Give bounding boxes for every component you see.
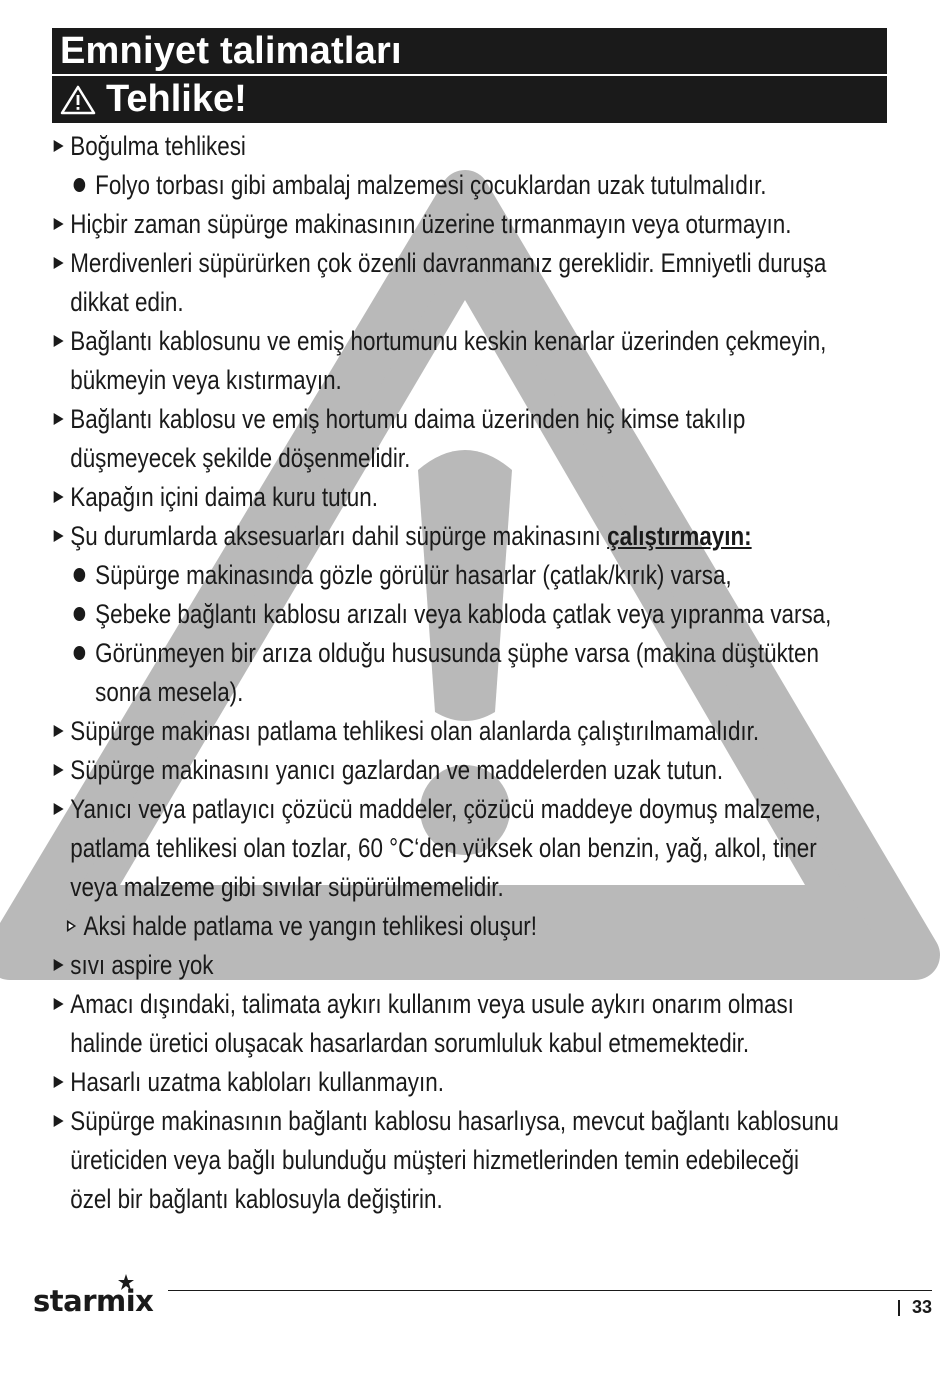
item-line: Süpürge makinasında gözle görülür hasarlar (çatlak/kırık) varsa,: [95, 560, 732, 590]
danger-heading: [52, 76, 887, 123]
page-number-text: 33: [911, 1297, 932, 1317]
item-line: veya malzeme gibi sıvılar süpürülmemelidir.: [70, 872, 504, 902]
item-line: halinde üretici oluşacak hasarlardan sorumluluk kabul etmemektedir.: [70, 1028, 750, 1058]
page-number: [898, 1297, 932, 1318]
instruction-item: [52, 946, 904, 985]
instruction-item: [52, 1102, 904, 1219]
item-line: Kapağın içini daima kuru tutun.: [70, 482, 378, 512]
item-line: bükmeyin veya kıstırmayın.: [70, 365, 342, 395]
page-number-separator: [898, 1300, 900, 1316]
instruction-item: [52, 751, 904, 790]
safety-content: [52, 28, 887, 1219]
instruction-item: [52, 712, 904, 751]
instruction-item: [52, 517, 904, 556]
instruction-list: [52, 127, 887, 1219]
brand-logo: [33, 1278, 153, 1318]
danger-heading-text: Tehlike!: [106, 78, 247, 120]
instruction-item: [52, 985, 904, 1063]
instruction-item: [52, 244, 904, 322]
item-line: Yanıcı veya patlayıcı çözücü maddeler, çözücü maddeye doymuş malzeme,: [70, 794, 821, 824]
item-line: Hiçbir zaman süpürge makinasının üzerine tırmanmayın veya oturmayın.: [70, 209, 792, 239]
instruction-item: [52, 1063, 904, 1102]
emphasis-text: çalıştırmayın:: [607, 521, 752, 551]
star-icon: [118, 1274, 134, 1290]
sub-bullet-item: [52, 166, 929, 205]
item-line: Folyo torbası gibi ambalaj malzemesi çocuklardan uzak tutulmalıdır.: [95, 170, 767, 200]
item-line: özel bir bağlantı kablosuyla değiştirin.: [70, 1184, 443, 1214]
item-line: Şebeke bağlantı kablosu arızalı veya kabloda çatlak veya yıpranma varsa,: [95, 599, 832, 629]
item-line: Bağlantı kablosu ve emiş hortumu daima üzerinden hiç kimse takılıp: [70, 404, 746, 434]
item-line: Süpürge makinasını yanıcı gazlardan ve maddelerden uzak tutun.: [70, 755, 724, 785]
item-line: dikkat edin.: [70, 287, 184, 317]
instruction-item: [52, 205, 904, 244]
instruction-item: [52, 127, 904, 166]
item-line: patlama tehlikesi olan tozlar, 60 °C‘den yüksek olan benzin, yağ, alkol, tiner: [70, 833, 817, 863]
result-item: [52, 907, 918, 946]
item-line: üreticiden veya bağlı bulunduğu müşteri hizmetlerinden temin edebileceği: [70, 1145, 800, 1175]
sub-bullet-item: [52, 595, 929, 634]
item-line: Hasarlı uzatma kabloları kullanmayın.: [70, 1067, 444, 1097]
brand-name: starmix: [33, 1284, 154, 1318]
item-line: Görünmeyen bir arıza olduğu hususunda şüphe varsa (makina düştükten: [95, 638, 819, 668]
footer-divider: [168, 1290, 932, 1291]
sub-bullet-item: [52, 556, 929, 595]
item-line-text: Şu durumlarda aksesuarları dahil süpürge makinasını: [70, 521, 608, 551]
item-line: Süpürge makinası patlama tehlikesi olan alanlarda çalıştırılmamalıdır.: [70, 716, 760, 746]
item-line: sonra mesela).: [95, 677, 244, 707]
section-title: Emniyet talimatları: [52, 28, 887, 74]
instruction-item: [52, 400, 904, 478]
instruction-item: [52, 478, 904, 517]
item-line: sıvı aspire yok: [70, 950, 214, 980]
item-line: Merdivenleri süpürürken çok özenli davranmanız gereklidir. Emniyetli duruşa: [70, 248, 827, 278]
sub-bullet-item: [52, 634, 929, 712]
instruction-item: [52, 322, 904, 400]
item-line: düşmeyecek şekilde döşenmelidir.: [70, 443, 411, 473]
warning-triangle-icon: [60, 84, 96, 116]
item-line: Aksi halde patlama ve yangın tehlikesi oluşur!: [83, 911, 537, 941]
item-line: Boğulma tehlikesi: [70, 131, 246, 161]
item-line: Amacı dışındaki, talimata aykırı kullanım veya usule aykırı onarım olması: [70, 989, 794, 1019]
item-line: [70, 517, 904, 556]
item-line: Bağlantı kablosunu ve emiş hortumunu keskin kenarlar üzerinden çekmeyin,: [70, 326, 827, 356]
instruction-item: [52, 790, 904, 907]
item-line: Süpürge makinasının bağlantı kablosu hasarlıysa, mevcut bağlantı kablosunu: [70, 1106, 839, 1136]
